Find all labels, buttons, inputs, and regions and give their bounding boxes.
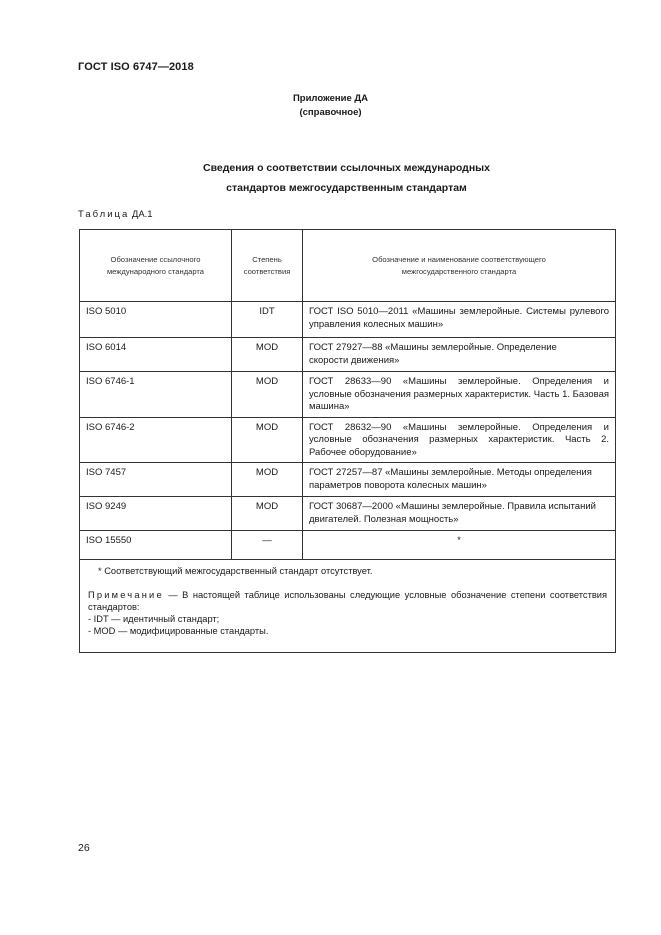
section-title xyxy=(0,158,661,198)
page-number: 26 xyxy=(78,842,90,854)
table-notes xyxy=(80,560,616,653)
cell-international-standard: ISO 6746-2 xyxy=(80,417,232,463)
section-title-line-1: Сведения о соответствии ссылочных международных xyxy=(203,162,490,174)
table-row xyxy=(80,531,616,560)
cell-international-standard: ISO 6014 xyxy=(80,338,232,372)
table-row xyxy=(80,372,616,418)
header-international-standard: Обозначение ссылочного международного стандарта xyxy=(80,230,232,302)
cell-degree: MOD xyxy=(232,497,303,531)
appendix-subtitle: (справочное) xyxy=(299,107,362,118)
cell-international-standard: ISO 6746-1 xyxy=(80,372,232,418)
cell-interstate-standard: ГОСТ 27927—88 «Машины землеройные. Определение скорости движения» xyxy=(303,338,616,372)
appendix-title: Приложение ДА xyxy=(292,93,369,104)
section-title-line-2: стандартов межгосударственным стандартам xyxy=(226,182,467,194)
cell-interstate-standard: ГОСТ ISO 5010—2011 «Машины землеройные. Системы рулевого управления колесных машин» xyxy=(303,302,616,338)
table-caption xyxy=(78,209,153,220)
table-row xyxy=(80,497,616,531)
cell-interstate-standard: ГОСТ 30687—2000 «Машины землеройные. Правила испытаний двигателей. Полезная мощность» xyxy=(303,497,616,531)
cell-interstate-standard: ГОСТ 27257—87 «Машины землеройные. Методы определения параметров поворота колесных машин» xyxy=(303,463,616,497)
table-notes-row xyxy=(80,560,616,653)
table-row xyxy=(80,338,616,372)
cell-degree: IDT xyxy=(232,302,303,338)
document-designation: ГОСТ ISO 6747—2018 xyxy=(78,61,194,73)
cell-interstate-standard: ГОСТ 28632—90 «Машины землеройные. Определения и условные обозначения размерных характеристик. Часть 2. Рабочее оборудование» xyxy=(303,417,616,463)
cell-degree: MOD xyxy=(232,338,303,372)
table-footnote: * Соответствующий межгосударственный стандарт отсутствует. xyxy=(98,566,373,576)
table-caption-word: Таблица xyxy=(78,209,130,220)
cell-degree: MOD xyxy=(232,372,303,418)
cell-international-standard: ISO 7457 xyxy=(80,463,232,497)
correspondence-table xyxy=(79,229,616,653)
cell-international-standard: ISO 15550 xyxy=(80,531,232,560)
cell-interstate-standard: ГОСТ 28633—90 «Машины землеройные. Определения и условные обозначения размерных характеристик. Часть 1. Базовая машина» xyxy=(303,372,616,418)
cell-interstate-standard: * xyxy=(303,531,616,560)
cell-degree: MOD xyxy=(232,463,303,497)
cell-international-standard: ISO 5010 xyxy=(80,302,232,338)
cell-degree: — xyxy=(232,531,303,560)
note-item-idt: - IDT — идентичный стандарт; xyxy=(88,614,220,624)
cell-degree: MOD xyxy=(232,417,303,463)
table-row xyxy=(80,463,616,497)
table-header-row xyxy=(80,230,616,302)
appendix-heading xyxy=(0,92,661,120)
table-note xyxy=(88,589,607,637)
table-caption-number: ДА.1 xyxy=(131,209,153,220)
table-row xyxy=(80,302,616,338)
header-interstate-standard: Обозначение и наименование соответствующего межгосударственного стандарта xyxy=(303,230,616,302)
note-item-mod: - MOD — модифицированные стандарты. xyxy=(88,626,269,636)
note-text: — В настоящей таблице использованы следующие условные обозначение степени соответствия стандартов: xyxy=(88,590,607,612)
cell-international-standard: ISO 9249 xyxy=(80,497,232,531)
note-label: Примечание xyxy=(88,590,164,600)
table-row xyxy=(80,417,616,463)
header-degree-of-correspondence: Степень соответствия xyxy=(232,230,303,302)
